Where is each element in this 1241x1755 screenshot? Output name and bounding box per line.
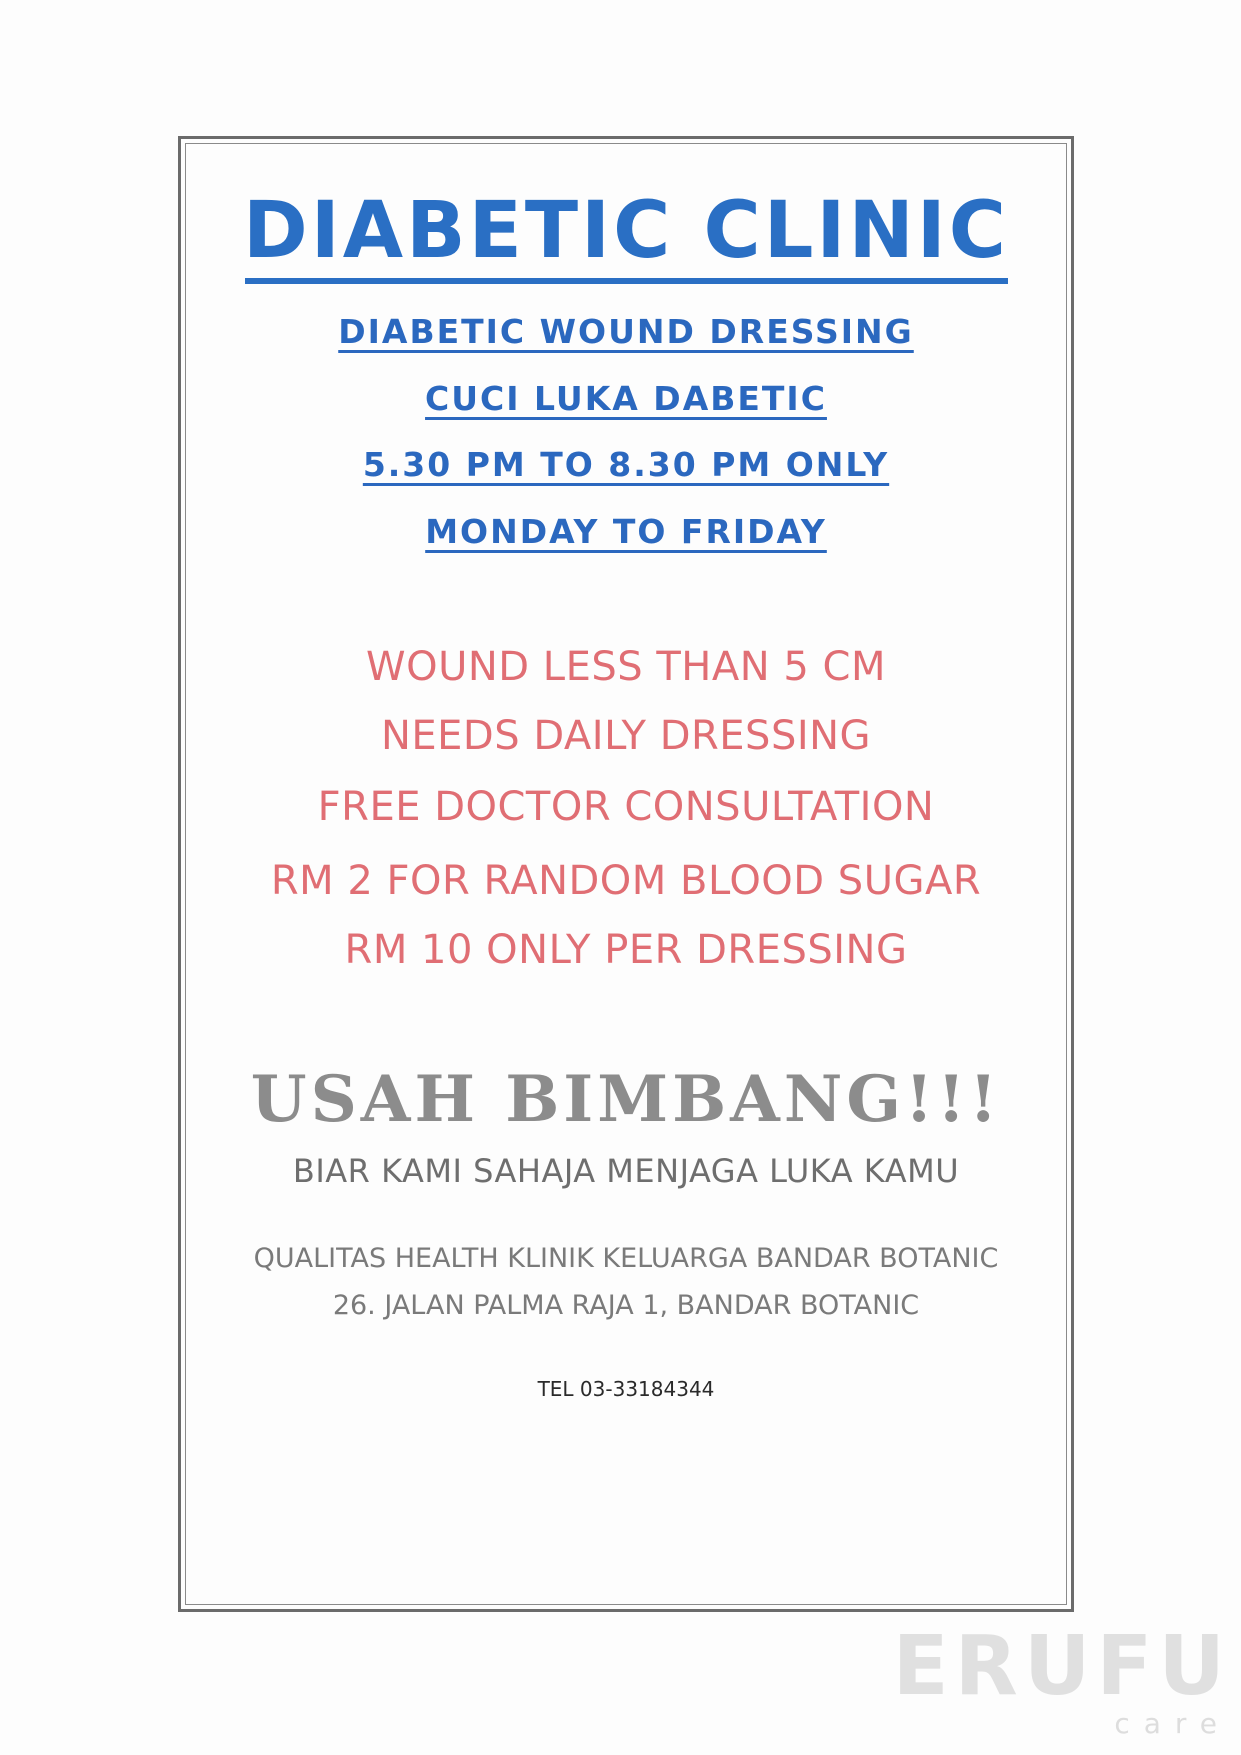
info-line-blood-sugar-price: RM 2 FOR RANDOM BLOOD SUGAR bbox=[270, 858, 982, 904]
info-line-wound-size: WOUND LESS THAN 5 CM bbox=[366, 644, 886, 690]
title-underline-rule bbox=[245, 278, 1008, 284]
clinic-name: QUALITAS HEALTH KLINIK KELUARGA BANDAR BOTANIC bbox=[253, 1243, 999, 1274]
info-line-free-consultation: FREE DOCTOR CONSULTATION bbox=[317, 784, 935, 830]
clinic-phone: TEL 03-33184344 bbox=[537, 1377, 715, 1401]
info-line-dressing-price: RM 10 ONLY PER DRESSING bbox=[344, 927, 908, 973]
brand-watermark bbox=[892, 1619, 1231, 1740]
watermark-brand: ERUFU bbox=[892, 1619, 1231, 1714]
headline-usah-bimbang: USAH BIMBANG!!! bbox=[250, 1062, 1002, 1137]
subheading-days: MONDAY TO FRIDAY bbox=[425, 512, 827, 551]
tagline: BIAR KAMI SAHAJA MENJAGA LUKA KAMU bbox=[292, 1152, 960, 1190]
watermark-sub: care bbox=[1114, 1707, 1231, 1740]
subheading-cuci-luka: CUCI LUKA DABETIC bbox=[425, 379, 827, 418]
poster-title: DIABETIC CLINIC bbox=[242, 186, 1009, 276]
subheading-wound-dressing: DIABETIC WOUND DRESSING bbox=[338, 312, 914, 351]
info-line-daily-dressing: NEEDS DAILY DRESSING bbox=[380, 713, 872, 759]
subheading-hours: 5.30 PM TO 8.30 PM ONLY bbox=[362, 445, 890, 484]
clinic-address: 26. JALAN PALMA RAJA 1, BANDAR BOTANIC bbox=[332, 1290, 920, 1321]
